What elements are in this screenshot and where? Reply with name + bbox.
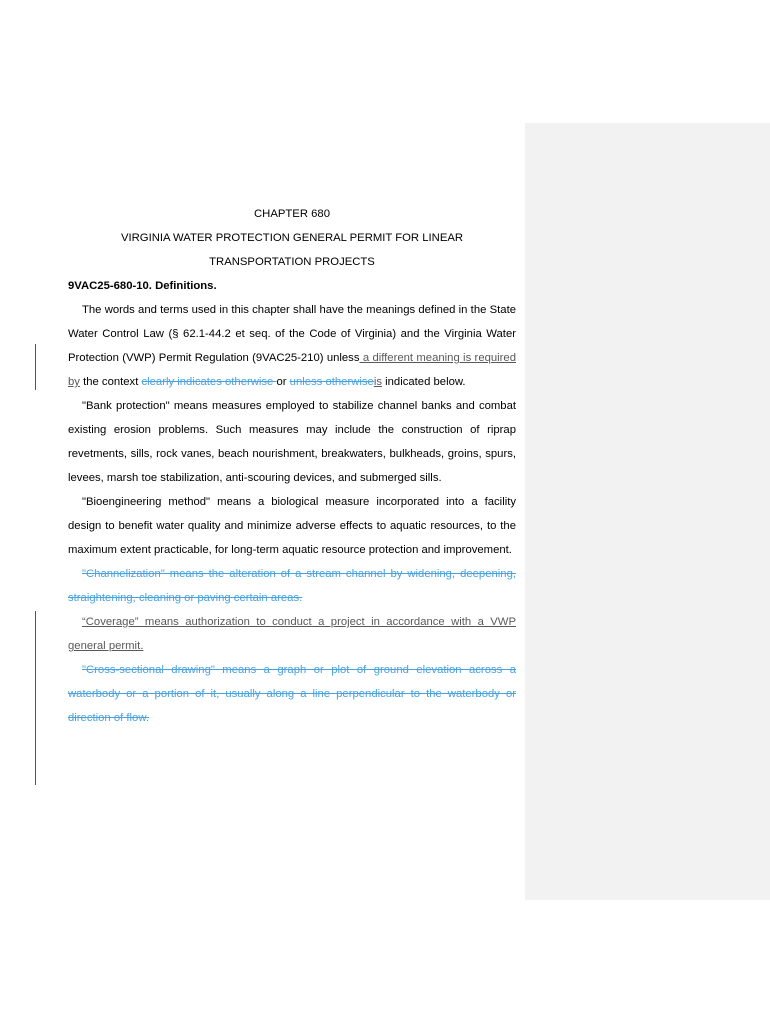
intro-paragraph [68, 298, 516, 394]
document-body [68, 202, 516, 730]
intro-text: The words and terms used in this chapter shall have the meanings defined in the State Water Control Law (§ 62.1-44.2 et seq. of the Code of Virginia) and the Virginia Water Protection (VWP) Permit Regulation (9VAC25-210) unless [68, 304, 516, 364]
definition-bank-protection: "Bank protection" means measures employed to stabilize channel banks and combat existing erosion problems. Such measures may include the construction of riprap revetments, sills, rock vanes, beach nourishment, breakwaters, bulkheads, groins, spurs, levees, marsh toe stabilization, anti-scouring devices, and submerged sills. [68, 400, 516, 484]
definition-cross-sectional-drawing [68, 658, 516, 730]
deleted-text: unless otherwise [289, 376, 374, 388]
inserted-text: a different meaning is required by [68, 352, 516, 388]
section-heading: 9VAC25-680-10. Definitions. [68, 280, 217, 292]
deleted-text: clearly indicates otherwise [141, 376, 277, 388]
inserted-text: “Coverage” means authorization to conduct a project in accordance with a VWP general permit. [68, 616, 516, 652]
intro-text: the context [79, 376, 142, 388]
definition-coverage [68, 610, 516, 658]
inserted-text: is [373, 376, 382, 388]
change-bar [35, 344, 36, 390]
comment-pane [525, 123, 770, 900]
deleted-text: "Channelization" means the alteration of a stream channel by widening, deepening, straightening, cleaning or paving certain areas. [68, 568, 516, 604]
change-bar [35, 611, 36, 785]
intro-text: indicated below. [382, 376, 466, 388]
intro-text: or [276, 376, 290, 388]
definition-channelization [68, 562, 516, 610]
chapter-title-line-1: VIRGINIA WATER PROTECTION GENERAL PERMIT FOR LINEAR [120, 232, 464, 244]
chapter-number: CHAPTER 680 [254, 208, 330, 220]
deleted-text: "Cross-sectional drawing" means a graph or plot of ground elevation across a waterbody or a portion of it, usually along a line perpendicular to the waterbody or direction of flow. [68, 664, 516, 724]
chapter-title-line-2: TRANSPORTATION PROJECTS [209, 256, 375, 268]
definition-bioengineering-method: "Bioengineering method" means a biological measure incorporated into a facility design to benefit water quality and minimize adverse effects to aquatic resources, to the maximum extent practicable, for long-term aquatic resource protection and improvement. [68, 496, 516, 556]
